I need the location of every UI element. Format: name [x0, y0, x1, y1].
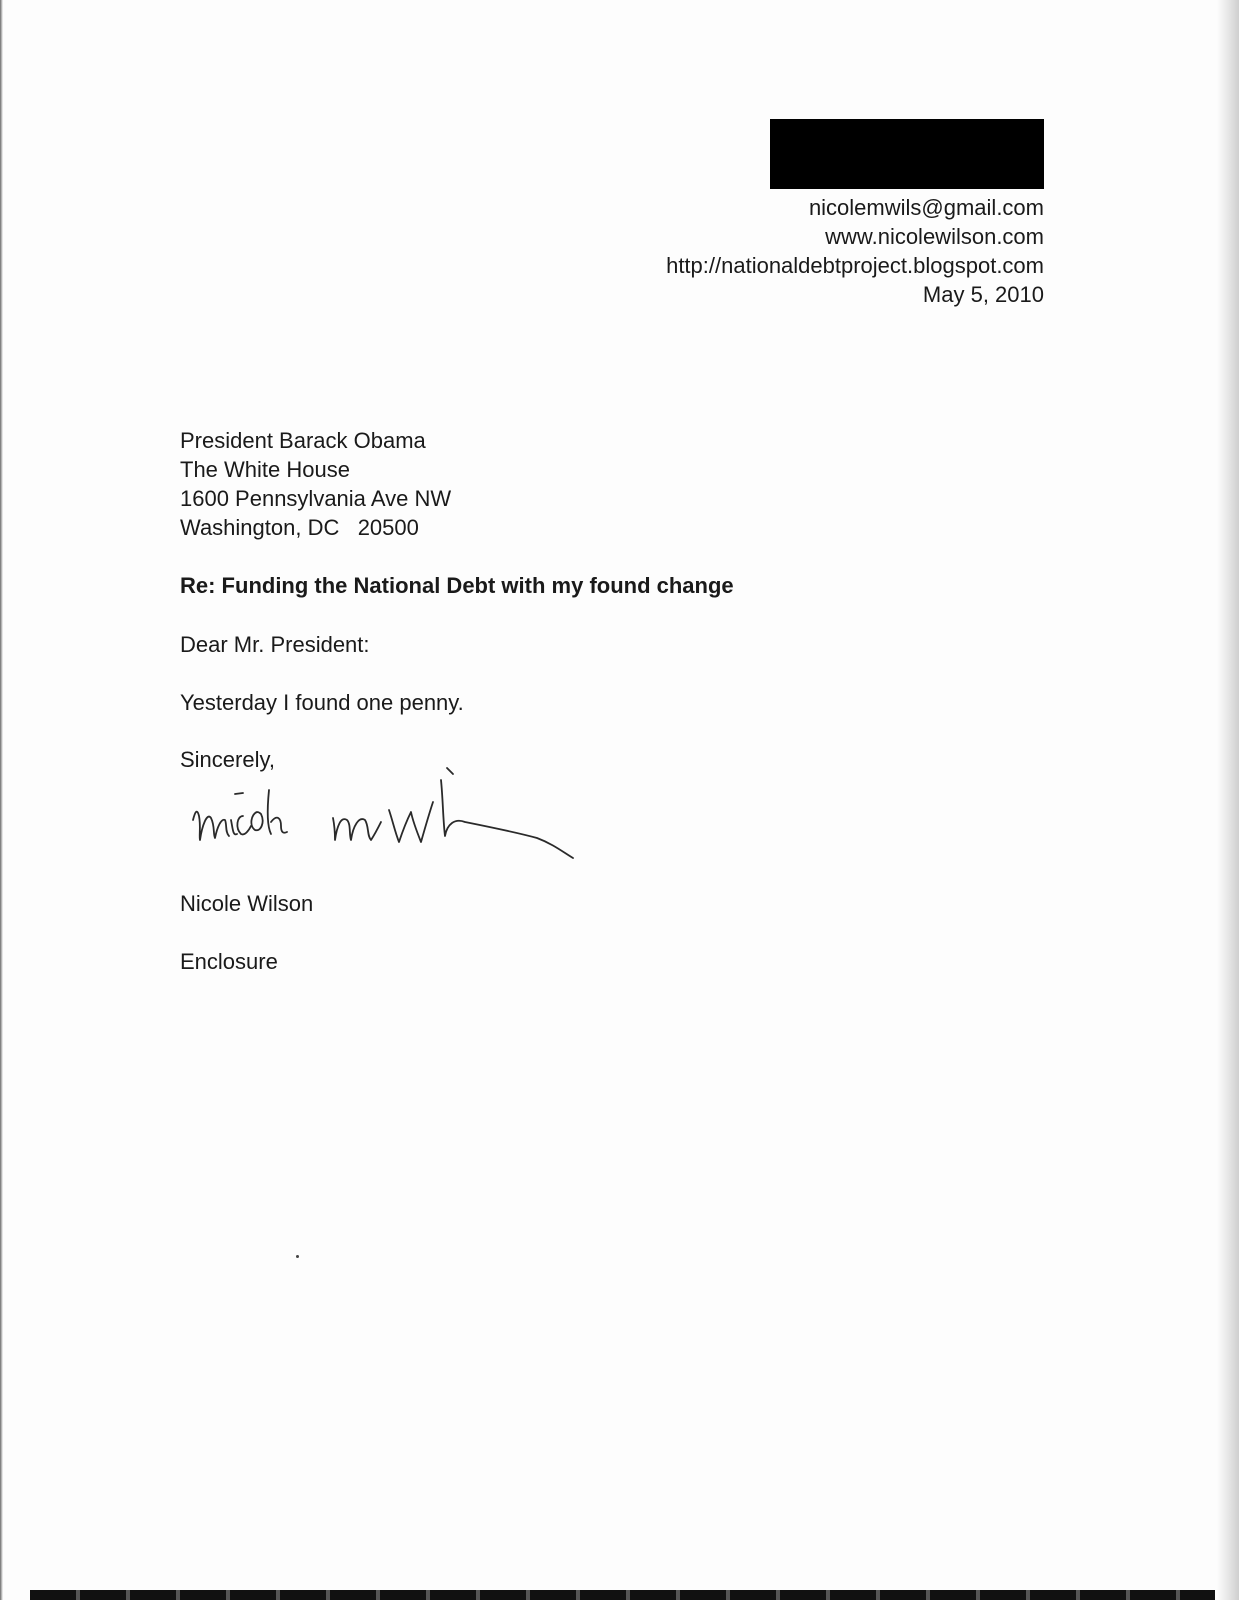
recipient-name: President Barack Obama — [180, 428, 426, 453]
enclosure-note: Enclosure — [180, 949, 278, 974]
subject-line: Re: Funding the National Debt with my found change — [180, 573, 734, 598]
salutation: Dear Mr. President: — [180, 632, 370, 657]
scan-edge-bottom — [30, 1590, 1215, 1600]
closing: Sincerely, — [180, 747, 275, 772]
recipient-city: Washington, DC 20500 — [180, 515, 419, 540]
recipient-street: 1600 Pennsylvania Ave NW — [180, 486, 452, 511]
sender-website: www.nicolewilson.com — [825, 224, 1044, 249]
sender-blog: http://nationaldebtproject.blogspot.com — [666, 253, 1044, 278]
body-paragraph: Yesterday I found one penny. — [180, 690, 464, 715]
handwritten-signature — [185, 760, 605, 860]
scan-edge-right — [1217, 0, 1239, 1600]
scan-speck — [296, 1255, 299, 1258]
recipient-organization: The White House — [180, 457, 350, 482]
sender-email: nicolemwils@gmail.com — [808, 195, 1044, 220]
scan-edge-left — [0, 0, 3, 1600]
letter-date: May 5, 2010 — [922, 282, 1044, 307]
redaction-block — [770, 119, 1044, 189]
recipient-address — [180, 426, 451, 542]
typed-signature-name: Nicole Wilson — [180, 891, 314, 916]
sender-block — [666, 193, 1044, 309]
